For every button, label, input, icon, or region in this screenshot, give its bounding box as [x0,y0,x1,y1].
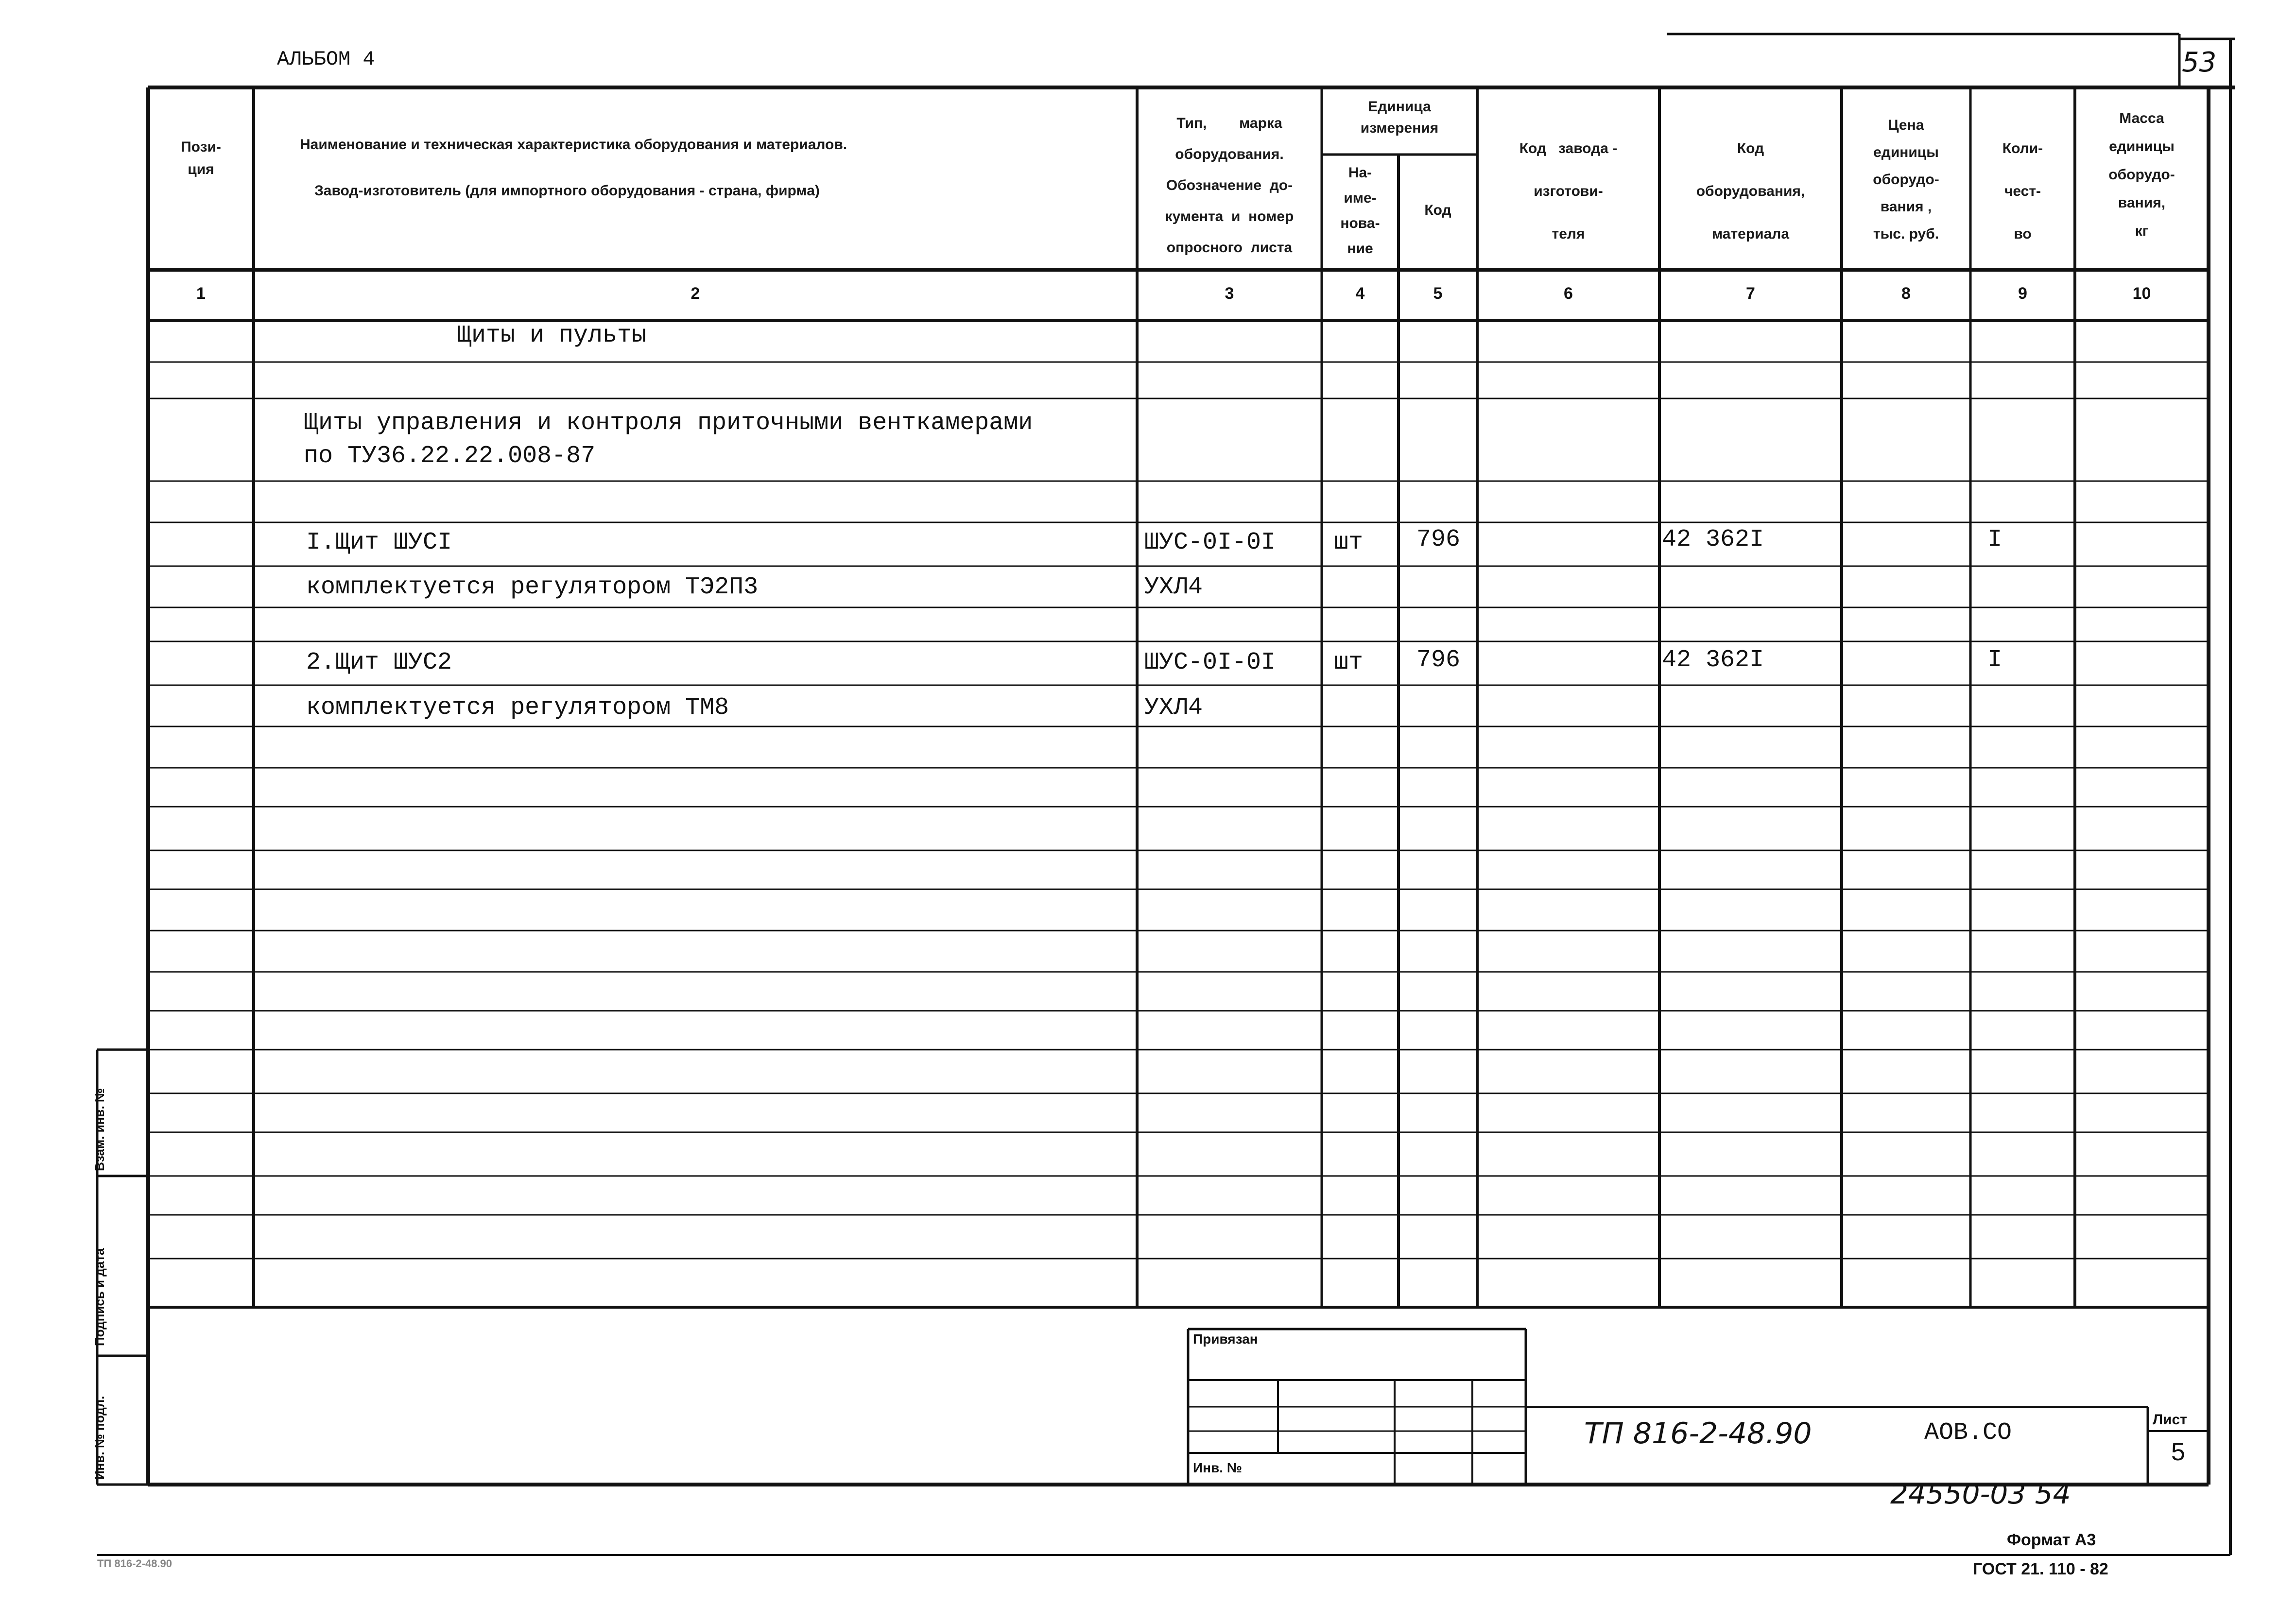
header-unit-price: Цена единицы оборудо- вания , тыс. руб. [1873,117,1939,242]
side-label-inv-podl: Инв. № подл. [92,1396,107,1480]
stamp-privyazan: Привязан [1193,1331,1258,1347]
table-row-3-equipment-code: 42 362I [1662,646,1764,674]
table-row-1-quantity: I [1987,526,2003,553]
header-unit-code: Код [1424,202,1451,218]
table-row-1-name: I.Щит ШУСI [306,529,452,556]
colnum-6: 6 [1564,284,1573,303]
table-row-1-unit: шт [1334,529,1364,556]
group-title-line1: Щиты управления и контроля приточными венткамерами [304,409,1033,437]
colnum-7: 7 [1746,284,1755,303]
header-unit-mass: Масса единицы оборудо- вания, кг [2108,110,2175,239]
header-manufacturer-code: Код завода - изготови- теля [1519,140,1618,242]
table-row-4-type: УХЛ4 [1144,694,1203,722]
header-quantity: Коли- чест- во [2002,140,2043,242]
format-label: Формат А3 [2007,1531,2096,1549]
gost-label: ГОСТ 21. 110 - 82 [1973,1560,2108,1578]
colnum-8: 8 [1901,284,1911,303]
table-row-3-quantity: I [1987,646,2003,674]
header-name-line2: Завод-изготовитель (для импортного оборудования - страна, фирма) [314,183,820,199]
sheet-label: Лист [2153,1412,2187,1428]
table-row-3-name: 2.Щит ШУС2 [306,649,452,676]
group-title-line2: по ТУ36.22.22.008-87 [304,442,596,470]
table-row-3-unit: шт [1334,649,1364,676]
page-corner-number: 53 [2182,47,2217,78]
left-bottom-code: ТП 816-2-48.90 [97,1557,173,1570]
archive-number: 24550-03 54 [1890,1477,2071,1510]
header-position: Пози- ция [181,139,221,177]
stamp-inv-no: Инв. № [1193,1460,1243,1475]
colnum-9: 9 [2018,284,2027,303]
table-row-3-type: ШУС-0I-0I [1144,649,1276,676]
table-row-1-type: ШУС-0I-0I [1144,529,1276,556]
colnum-5: 5 [1433,284,1443,303]
table-row-1-code: 796 [1416,526,1461,553]
colnum-1: 1 [196,284,206,303]
colnum-2: 2 [691,284,700,303]
header-equipment-code: Код оборудования, материала [1696,140,1805,242]
table-row-2-name: комплектуется регулятором ТЭ2П3 [306,573,759,601]
album-label: АЛЬБОМ 4 [277,48,375,71]
document-suffix: АОВ.СО [1924,1419,2012,1447]
colnum-4: 4 [1355,284,1365,303]
colnum-10: 10 [2132,284,2151,303]
side-label-vzam: Взам. инв. № [92,1088,107,1171]
colnum-3: 3 [1225,284,1234,303]
header-unit-group: Единица измерения [1360,99,1439,136]
header-name-line1: Наименование и техническая характеристика оборудования и материалов. [300,137,847,153]
side-label-podpis: Подпись и дата [92,1248,107,1346]
header-type: Тип, марка оборудования. Обозначение до- кумента и номер опросного листа [1165,115,1294,256]
table-row-2-type: УХЛ4 [1144,573,1203,601]
document-code: ТП 816-2-48.90 [1584,1417,1812,1451]
sheet-number: 5 [2171,1438,2185,1466]
table-row-4-name: комплектуется регулятором ТМ8 [306,694,729,722]
section-title: Щиты и пульты [457,322,647,349]
table-row-1-equipment-code: 42 362I [1662,526,1764,553]
table-row-3-code: 796 [1416,646,1461,674]
header-unit-name: На- име- нова- ние [1340,165,1380,257]
